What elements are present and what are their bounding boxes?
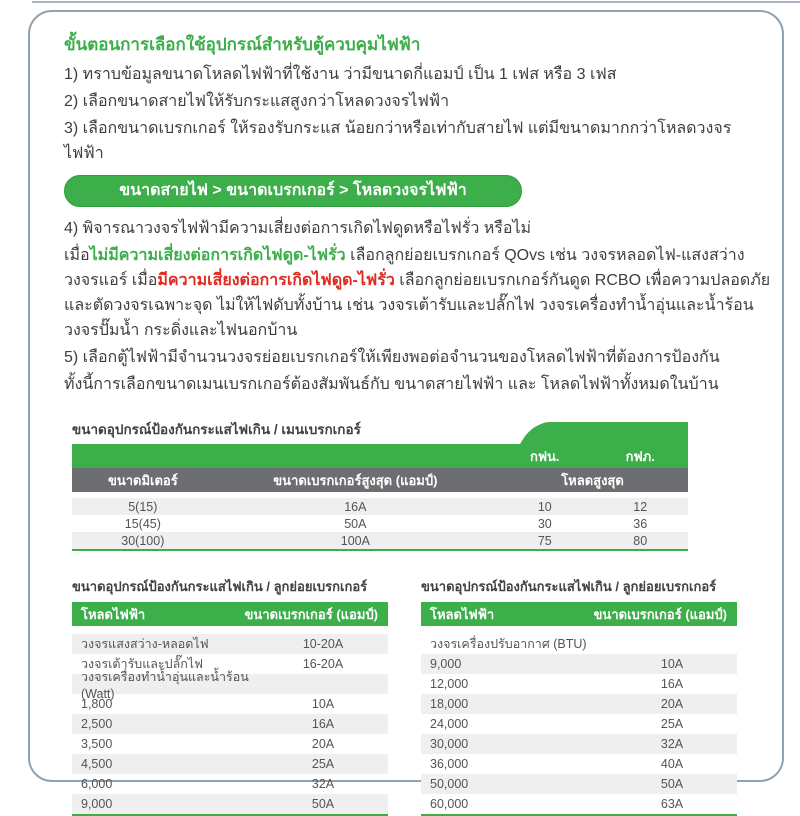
breaker-size-value: 20A	[660, 697, 684, 711]
provider-pea-header: กฟภ.	[625, 448, 655, 464]
meter-row	[72, 498, 688, 515]
provider-mea-header: กฟน.	[529, 448, 560, 464]
step-5-line1: 5) เลือกตู้ไฟฟ้ามีจำนวนวงจรย่อยเบรกเกอร์ให้เพียงพอต่อจำนวนของโหลดไฟฟ้าที่ต้องการป้องกัน	[64, 349, 720, 366]
breaker-size-value: 32A	[660, 737, 684, 751]
column-header-row	[72, 468, 688, 492]
meter-row	[72, 532, 688, 549]
main-breaker-table	[72, 418, 688, 551]
max-breaker-header: ขนาดเบรกเกอร์สูงสุด (แอมป์)	[273, 472, 438, 488]
breaker-size-value: 10A	[311, 697, 335, 711]
load-row	[421, 774, 737, 794]
load-row	[421, 734, 737, 754]
load-row	[72, 734, 388, 754]
max-load-header: โหลดสูงสุด	[561, 472, 624, 488]
meter-row	[72, 515, 688, 532]
breaker-size-value: 16-20A	[302, 657, 344, 671]
breaker-size-value: 63A	[660, 797, 684, 811]
sizing-rule-badge	[64, 175, 522, 207]
breaker-size-value: 20A	[311, 737, 335, 751]
breaker-size-value: 50A	[660, 777, 684, 791]
load-label: 6,000	[81, 777, 113, 791]
load-column-header: โหลดไฟฟ้า	[430, 606, 495, 622]
sizing-rule-text: ขนาดสายไฟ > ขนาดเบรกเกอร์ > โหลดวงจรไฟฟ้า	[119, 182, 467, 199]
breaker-size-value: 25A	[311, 757, 335, 771]
branch-table-left	[72, 576, 388, 816]
load-label: 2,500	[81, 717, 113, 731]
table-cell: 5(15)	[128, 499, 158, 514]
table-cell: 30(100)	[121, 533, 165, 548]
load-row	[421, 714, 737, 734]
load-row	[72, 754, 388, 774]
risk-tail: เลือกลูกย่อยเบรกเกอร์กันดูด RCBO เพื่อความปลอดภัยและตัดวงจรเฉพาะจุด ไม่ให้ไฟดับทั้งบ้าน เช่น วงจรเต้ารับและปลั๊กไฟ วงจรเครื่องทำน้ำอุ่นและน้ำร้อน วงจรปั๊มน้ำ กระดิ่งและไฟนอกบ้าน	[64, 272, 771, 339]
load-label: 30,000	[430, 737, 469, 751]
load-row	[421, 754, 737, 774]
previous-section-divider	[32, 1, 800, 3]
risk-paragraph	[64, 243, 778, 343]
branch-table-left-header	[72, 602, 388, 626]
step-5-line2: ทั้งนี้การเลือกขนาดเมนเบรกเกอร์ต้องสัมพันธ์กับ ขนาดสายไฟฟ้า และ โหลดไฟฟ้าทั้งหมดในบ้าน	[64, 376, 719, 393]
load-label: 9,000	[430, 657, 462, 671]
load-label: 36,000	[430, 757, 469, 771]
step-1: 1) ทราบข้อมูลขนาดโหลดไฟฟ้าที่ใช้งาน ว่ามีขนาดกี่แอมป์ เป็น 1 เฟส หรือ 3 เฟส	[64, 66, 617, 83]
load-label: 1,800	[81, 697, 113, 711]
breaker-size-value: 10A	[660, 657, 684, 671]
no-risk-highlight: ไม่มีความเสี่ยงต่อการเกิดไฟดูด-ไฟรั่ว	[89, 247, 346, 264]
load-column-header: โหลดไฟฟ้า	[81, 606, 146, 622]
load-row	[421, 674, 737, 694]
branch-table-left-title: ขนาดอุปกรณ์ป้องกันกระแสไฟเกิน / ลูกย่อยเบรกเกอร์	[72, 579, 368, 594]
table-cell: 30	[537, 516, 552, 531]
breaker-column-header: ขนาดเบรกเกอร์ (แอมป์)	[593, 606, 727, 622]
load-label: วงจรเครื่องปรับอากาศ (BTU)	[430, 637, 587, 651]
risk-mid: เลือกลูกย่อยเบรกเกอร์ QOvs เช่น วงจรหลอดไฟ-แสงสว่าง วงจรแอร์ เมื่อ	[64, 247, 745, 289]
table-cell: 15(45)	[124, 516, 161, 531]
load-label: วงจรแสงสว่าง-หลอดไฟ	[81, 637, 209, 651]
load-row	[421, 654, 737, 674]
branch-table-right	[421, 576, 737, 816]
breaker-size-value: 40A	[660, 757, 684, 771]
load-label: วงจรเต้ารับและปลั๊กไฟ	[81, 657, 203, 671]
load-label: 60,000	[430, 797, 469, 811]
load-row	[72, 774, 388, 794]
breaker-size-value: 10-20A	[302, 637, 344, 651]
breaker-size-value: 50A	[311, 797, 335, 811]
green-corner-decoration	[520, 422, 688, 444]
main-breaker-table-title-bar	[72, 418, 688, 444]
load-label: 24,000	[430, 717, 469, 731]
step-4: 4) พิจารณาวงจรไฟฟ้ามีความเสี่ยงต่อการเกิดไฟดูดหรือไฟรั่ว หรือไม่	[64, 220, 532, 237]
breaker-size-value: 25A	[660, 717, 684, 731]
load-row	[421, 694, 737, 714]
load-label: วงจรเครื่องทำน้ำอุ่นและน้ำร้อน (Watt)	[81, 670, 249, 701]
branch-table-right-header	[421, 602, 737, 626]
table-cell: 36	[633, 516, 648, 531]
load-label: 18,000	[430, 697, 469, 711]
load-label: 12,000	[430, 677, 469, 691]
risk-highlight: มีความเสี่ยงต่อการเกิดไฟดูด-ไฟรั่ว	[157, 272, 395, 289]
branch-table-right-title: ขนาดอุปกรณ์ป้องกันกระแสไฟเกิน / ลูกย่อยเบรกเกอร์	[421, 579, 717, 594]
main-breaker-table-body	[72, 498, 688, 551]
table-cell: 75	[537, 533, 552, 548]
provider-header-row	[72, 444, 688, 468]
load-row	[72, 634, 388, 654]
branch-breaker-tables	[72, 576, 764, 816]
load-row	[72, 694, 388, 714]
breaker-size-value: 32A	[311, 777, 335, 791]
load-label: 4,500	[81, 757, 113, 771]
breaker-size-value: 16A	[311, 717, 335, 731]
risk-lead: เมื่อ	[64, 247, 90, 264]
table-cell: 50A	[344, 516, 367, 531]
branch-table-left-body	[72, 634, 388, 816]
load-row	[72, 714, 388, 734]
load-label: 3,500	[81, 737, 113, 751]
table-cell: 100A	[340, 533, 370, 548]
section-header-row	[72, 670, 388, 701]
load-label: 50,000	[430, 777, 469, 791]
table-cell: 12	[633, 499, 648, 514]
breaker-size-value: 16A	[660, 677, 684, 691]
branch-table-right-body	[421, 634, 737, 816]
meter-size-header: ขนาดมิเตอร์	[107, 472, 178, 488]
step-2: 2) เลือกขนาดสายไฟให้รับกระแสสูงกว่าโหลดวงจรไฟฟ้า	[64, 93, 450, 110]
table-cell: 80	[633, 533, 648, 548]
main-breaker-table-title: ขนาดอุปกรณ์ป้องกันกระแสไฟเกิน / เมนเบรกเกอร์	[72, 422, 361, 437]
section-header-row	[421, 634, 737, 654]
page-title: ขั้นตอนการเลือกใช้อุปกรณ์สำหรับตู้ควบคุมไฟฟ้า	[64, 35, 421, 54]
load-label: 9,000	[81, 797, 113, 811]
load-row	[72, 794, 388, 814]
table-cell: 16A	[344, 499, 367, 514]
table-cell: 10	[537, 499, 552, 514]
step-3: 3) เลือกขนาดเบรกเกอร์ ให้รองรับกระแส น้อยกว่าหรือเท่ากับสายไฟ แต่มีขนาดมากกว่าโหลดวงจรไฟฟ้า	[64, 120, 732, 162]
breaker-column-header: ขนาดเบรกเกอร์ (แอมป์)	[244, 606, 378, 622]
load-row	[421, 794, 737, 814]
guide-card	[28, 10, 784, 811]
